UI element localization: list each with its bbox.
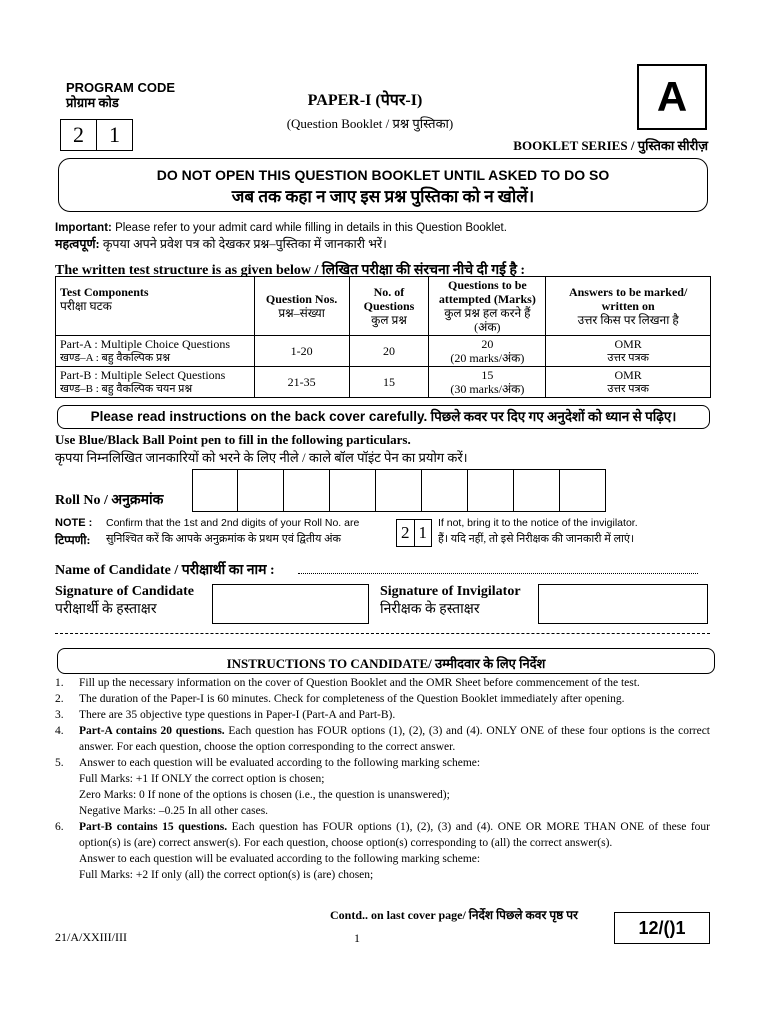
part-b-component: [56, 367, 255, 398]
important-label-hi: महत्वपूर्ण:: [55, 237, 100, 251]
answer-hi: उत्तर पत्रक: [607, 383, 649, 395]
back-cover-notice-hi: पिछले कवर पर दिए गए अनुदेशों को ध्यान से पढ़िए।: [430, 409, 677, 424]
note-digit-2: 1: [415, 519, 433, 547]
header-cell-en: Answers to be marked/ written on: [568, 285, 688, 313]
signature-invigilator-hi: निरीक्षक के हस्ताक्षर: [380, 602, 480, 617]
program-code-label: [66, 80, 175, 110]
important-text-hi: कृपया अपने प्रवेश पत्र को देखकर प्रश्न–पुस्तिका में जानकारी भरें।: [102, 237, 387, 251]
component-en: Part-B : Multiple Select Questions: [60, 368, 226, 382]
item-number: 6.: [55, 821, 64, 833]
candidate-name-field[interactable]: [298, 561, 698, 574]
booklet-series-letter: A: [637, 64, 707, 130]
list-item: [55, 707, 710, 723]
item-text: Fill up the necessary information on the cover of Question Booklet and the OMR Sheet before commencement of the test.: [79, 677, 640, 689]
part-b-qnos: 21-35: [254, 367, 349, 398]
item-number: 1.: [55, 677, 64, 689]
component-en: Part-A : Multiple Choice Questions: [60, 337, 230, 351]
header-test-components: [56, 277, 255, 336]
part-b-attempt: [429, 367, 546, 398]
item-text: Answer to each question will be evaluated according to the following marking scheme:: [79, 757, 481, 769]
paper-subtitle: (Question Booklet / प्रश्न पुस्तिका): [286, 116, 454, 131]
item-number: 4.: [55, 725, 64, 737]
part-a-attempt: [429, 336, 546, 367]
header-questions-attempted: [429, 277, 546, 336]
note-text: Confirm that the 1st and 2nd digits of your Roll No. are: [106, 517, 360, 529]
instructions-list: [55, 675, 710, 883]
page-number: 1: [354, 931, 360, 945]
attempt-count: 20: [481, 337, 494, 351]
item-text: Each question has FOUR options (1), (2), (3) and (4). ONLY ONE of these four options is the correct answer. For each question, choose the option corresponding to the correct answer.: [79, 725, 711, 753]
program-code-digit-1: 2: [60, 119, 97, 151]
signature-invigilator-label: [380, 583, 521, 619]
attempt-marks: (20 marks/अंक): [450, 351, 525, 365]
part-a-count: 20: [349, 336, 429, 367]
item-text: Each question has FOUR options (1), (2), (3) and (4). ONE OR MORE THAN ONE of these four option(s) is (are) correct answer(s). For each question, choose option(s) corresponding to (all) the correct answer(s).: [79, 821, 711, 849]
back-cover-notice: [57, 405, 710, 429]
signature-invigilator-en: Signature of Invigilator: [380, 584, 521, 599]
note-text-2-hi: हैं। यदि नहीं, तो इसे निरीक्षक की जानकारी में लाएं।: [438, 533, 635, 545]
item-sub-text: Answer to each question will be evaluated according to the following marking scheme:: [79, 853, 481, 865]
answer-en: OMR: [614, 368, 642, 382]
item-sub-text: Full Marks: +2 If only (all) the correct option(s) is (are) chosen;: [79, 869, 374, 881]
list-item: [55, 755, 710, 819]
important-text: Please refer to your admit card while filling in details in this Question Booklet.: [115, 222, 507, 234]
continued-note: Contd.. on last cover page/ निर्देश पिछले कवर पृष्ठ पर: [330, 908, 578, 922]
list-item: [55, 819, 710, 883]
pen-instruction-en: Use Blue/Black Ball Point pen to fill in the following particulars.: [55, 432, 411, 447]
signature-candidate-label: [55, 583, 194, 619]
part-b-answer: [546, 367, 711, 398]
answer-hi: उत्तर पत्रक: [607, 352, 649, 364]
header-cell-en: Question Nos.: [265, 292, 338, 306]
roll-no-digit-box[interactable]: [560, 469, 606, 512]
roll-no-digit-box[interactable]: [468, 469, 514, 512]
program-code-digits: [60, 119, 133, 151]
header-no-of-questions: [349, 277, 429, 336]
attempt-marks: (30 marks/अंक): [450, 382, 525, 396]
instructions-title: INSTRUCTIONS TO CANDIDATE/ उम्मीदवार के लिए निर्देश: [57, 648, 715, 674]
roll-no-digit-box[interactable]: [238, 469, 284, 512]
candidate-name-label: Name of Candidate / परीक्षार्थी का नाम :: [55, 563, 275, 578]
attempt-count: 15: [481, 368, 494, 382]
item-number: 2.: [55, 693, 64, 705]
signature-candidate-hi: परीक्षार्थी के हस्ताक्षर: [55, 602, 157, 617]
component-hi: खण्ड–A : बहु वैकल्पिक प्रश्न: [60, 352, 170, 364]
note-text-hi: सुनिश्चित करें कि आपके अनुक्रमांक के प्रथम एवं द्वितीय अंक: [106, 533, 341, 545]
header-cell-hi: उत्तर किस पर लिखना है: [577, 313, 679, 327]
paper-title: PAPER-I (पेपर-I): [307, 92, 423, 109]
part-a-answer: [546, 336, 711, 367]
signature-candidate-en: Signature of Candidate: [55, 584, 194, 599]
header-cell-hi: प्रश्न–संख्या: [278, 306, 325, 320]
program-code-label-en: PROGRAM CODE: [66, 80, 176, 95]
structure-title: The written test structure is as given below / लिखित परीक्षा की संरचना नीचे दी गई है :: [55, 263, 526, 278]
dashed-divider: [55, 633, 710, 634]
item-number: 5.: [55, 757, 64, 769]
header-cell-en: No. of Questions: [363, 285, 415, 313]
component-hi: खण्ड–B : बहु वैकल्पिक चयन प्रश्न: [60, 383, 193, 395]
important-note-en: [55, 220, 507, 236]
roll-no-digit-box[interactable]: [284, 469, 330, 512]
important-label: Important:: [55, 222, 112, 234]
item-bold-text: Part-B contains 15 questions.: [79, 821, 228, 833]
table-row: [56, 367, 711, 398]
roll-no-digit-box[interactable]: [376, 469, 422, 512]
roll-no-digit-box[interactable]: [422, 469, 468, 512]
warning-text-hi: जब तक कहा न जाए इस प्रश्न पुस्तिका को न खोलें।: [231, 187, 535, 206]
header-cell-en: Questions to be attempted (Marks): [438, 278, 536, 306]
header-cell-en: Test Components: [60, 285, 149, 299]
item-number: 3.: [55, 709, 64, 721]
test-structure-table: [55, 276, 711, 398]
answer-en: OMR: [614, 337, 642, 351]
item-sub-text: Zero Marks: 0 If none of the options is chosen (i.e., the question is unanswered);: [79, 789, 450, 801]
program-code-label-hi: प्रोग्राम कोड: [66, 95, 119, 110]
booklet-series-label: BOOKLET SERIES / पुस्तिका सीरीज़: [513, 138, 708, 153]
item-text: The duration of the Paper-I is 60 minutes. Check for completeness of the Question Booklet immediately after opening.: [79, 693, 625, 705]
note-label-hi: टिप्पणी:: [55, 533, 91, 547]
roll-no-digit-box[interactable]: [514, 469, 560, 512]
header-cell-hi: कुल प्रश्न: [371, 313, 407, 327]
item-sub-text: Full Marks: +1 If ONLY the correct option is chosen;: [79, 773, 325, 785]
pen-instruction-hi: कृपया निम्नलिखित जानकारियों को भरने के लिए नीले / काले बॉल पॉइंट पेन का प्रयोग करें।: [55, 450, 468, 465]
signature-invigilator-box[interactable]: [538, 584, 708, 624]
program-code-digit-2: 1: [97, 119, 133, 151]
roll-no-digit-box[interactable]: [192, 469, 238, 512]
roll-no-boxes: [192, 469, 606, 512]
table-row: [56, 336, 711, 367]
header-answers-marked: [546, 277, 711, 336]
warning-text-en: DO NOT OPEN THIS QUESTION BOOKLET UNTIL ASKED TO DO SO: [156, 167, 610, 183]
page-code: 12/()1: [614, 912, 710, 944]
do-not-open-warning: [58, 158, 708, 212]
note-label: NOTE :: [55, 517, 93, 529]
list-item: [55, 723, 710, 755]
header-cell-hi: परीक्षा घटक: [60, 299, 112, 313]
signature-candidate-box[interactable]: [212, 584, 369, 624]
note-digit-1: 2: [396, 519, 415, 547]
item-text: There are 35 objective type questions in Paper-I (Part-A and Part-B).: [79, 709, 396, 721]
part-a-component: [56, 336, 255, 367]
part-b-count: 15: [349, 367, 429, 398]
item-bold-text: Part-A contains 20 questions.: [79, 725, 225, 737]
part-a-qnos: 1-20: [254, 336, 349, 367]
roll-no-label: Roll No / अनुक्रमांक: [55, 493, 164, 508]
roll-no-digit-box[interactable]: [330, 469, 376, 512]
note-text-2: If not, bring it to the notice of the invigilator.: [438, 517, 638, 529]
item-sub-text: Negative Marks: –0.25 In all other cases.: [79, 805, 269, 817]
header-cell-hi: कुल प्रश्न हल करने हैं (अंक): [444, 306, 531, 334]
important-note-hi: [55, 235, 387, 252]
note-digits: [396, 519, 432, 547]
table-header-row: [56, 277, 711, 336]
list-item: [55, 691, 710, 707]
list-item: [55, 675, 710, 691]
back-cover-notice-en: Please read instructions on the back cover carefully.: [90, 409, 428, 424]
header-question-nos: [254, 277, 349, 336]
booklet-code: 21/A/XXIII/III: [55, 930, 127, 944]
